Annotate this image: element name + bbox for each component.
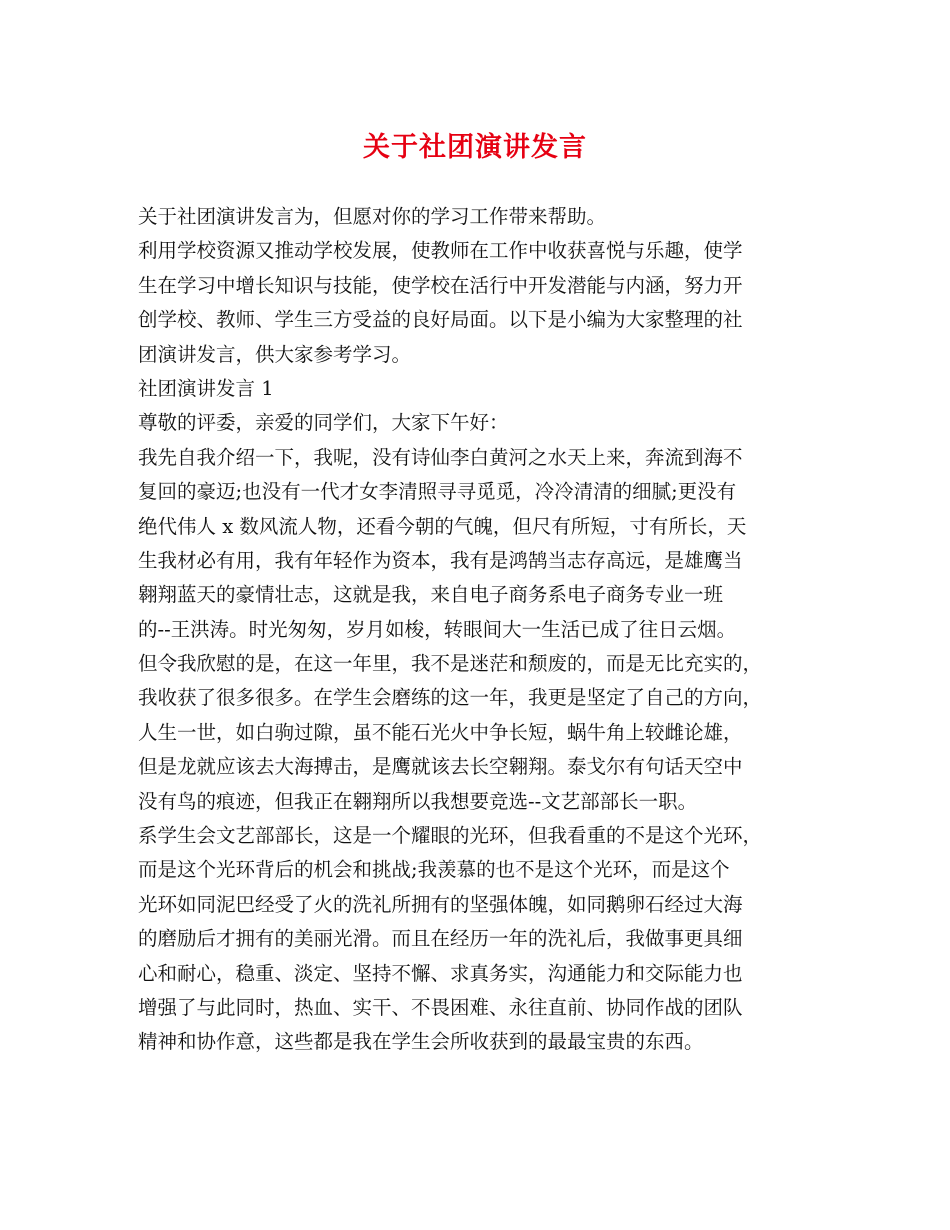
- body-line: 翱翔蓝天的豪情壮志，这就是我，来自电子商务系电子商务专业一班: [138, 583, 724, 607]
- body-line: 而是这个光环背后的机会和挑战;我羡慕的也不是这个光环，而是这个: [138, 858, 730, 882]
- body-line: 生我材必有用，我有年轻作为资本，我有是鸿鹄当志存高远，是雄鹰当: [138, 548, 743, 572]
- body-line: 利用学校资源又推动学校发展，使教师在工作中收获喜悦与乐趣，使学: [138, 239, 743, 263]
- body-line: 心和耐心，稳重、淡定、坚持不懈、求真务实，沟通能力和交际能力也: [138, 961, 743, 985]
- body-line: 增强了与此同时，热血、实干、不畏困难、永往直前、协同作战的团队: [138, 995, 743, 1019]
- body-line: 没有鸟的痕迹，但我正在翱翔所以我想要竞选--文艺部部长一职。: [138, 789, 698, 813]
- document-title: 关于社团演讲发言: [363, 132, 587, 163]
- body-line: 的磨励后才拥有的美丽光滑。而且在经历一年的洗礼后，我做事更具细: [138, 927, 743, 951]
- body-line: 的--王洪涛。时光匆匆，岁月如梭，转眼间大一生活已成了往日云烟。: [138, 617, 737, 641]
- document-body: [138, 200, 828, 1060]
- body-line: 生在学习中增长知识与技能，使学校在活行中开发潜能与内涵，努力开: [138, 273, 743, 297]
- body-line: 但是龙就应该去大海搏击，是鹰就该去长空翱翔。泰戈尔有句话天空中: [138, 755, 743, 779]
- body-line: 但令我欣慰的是，在这一年里，我不是迷茫和颓废的，而是无比充实的，: [138, 652, 763, 676]
- body-line: 关于社团演讲发言为，但愿对你的学习工作带来帮助。: [138, 205, 607, 228]
- body-line: 团演讲发言，供大家参考学习。: [138, 342, 412, 366]
- body-line: 精神和协作意，这些都是我在学生会所收获到的最最宝贵的东西。: [138, 1030, 704, 1054]
- body-line: 绝代伟人 x 数风流人物，还看今朝的气魄，但尺有所短，寸有所长，天: [138, 514, 747, 538]
- body-line: 人生一世，如白驹过隙，虽不能石光火中争长短，蜗牛角上较雌论雄，: [138, 720, 743, 744]
- body-line: 光环如同泥巴经受了火的洗礼所拥有的坚强体魄，如同鹅卵石经过大海: [138, 892, 743, 916]
- body-line: 创学校、教师、学生三方受益的良好局面。以下是小编为大家整理的社: [138, 308, 743, 332]
- body-line: 复回的豪迈;也没有一代才女李清照寻寻觅觅，冷冷清清的细腻;更没有: [138, 480, 737, 504]
- section-heading: 社团演讲发言 1: [138, 376, 274, 400]
- body-line: 尊敬的评委，亲爱的同学们，大家下午好：: [138, 411, 509, 435]
- body-line: 我收获了很多很多。在学生会磨练的这一年，我更是坚定了自己的方向，: [138, 686, 763, 710]
- body-line: 我先自我介绍一下，我呢，没有诗仙李白黄河之水天上来，奔流到海不: [138, 445, 743, 469]
- body-line: 系学生会文艺部部长，这是一个耀眼的光环，但我看重的不是这个光环，: [138, 824, 763, 848]
